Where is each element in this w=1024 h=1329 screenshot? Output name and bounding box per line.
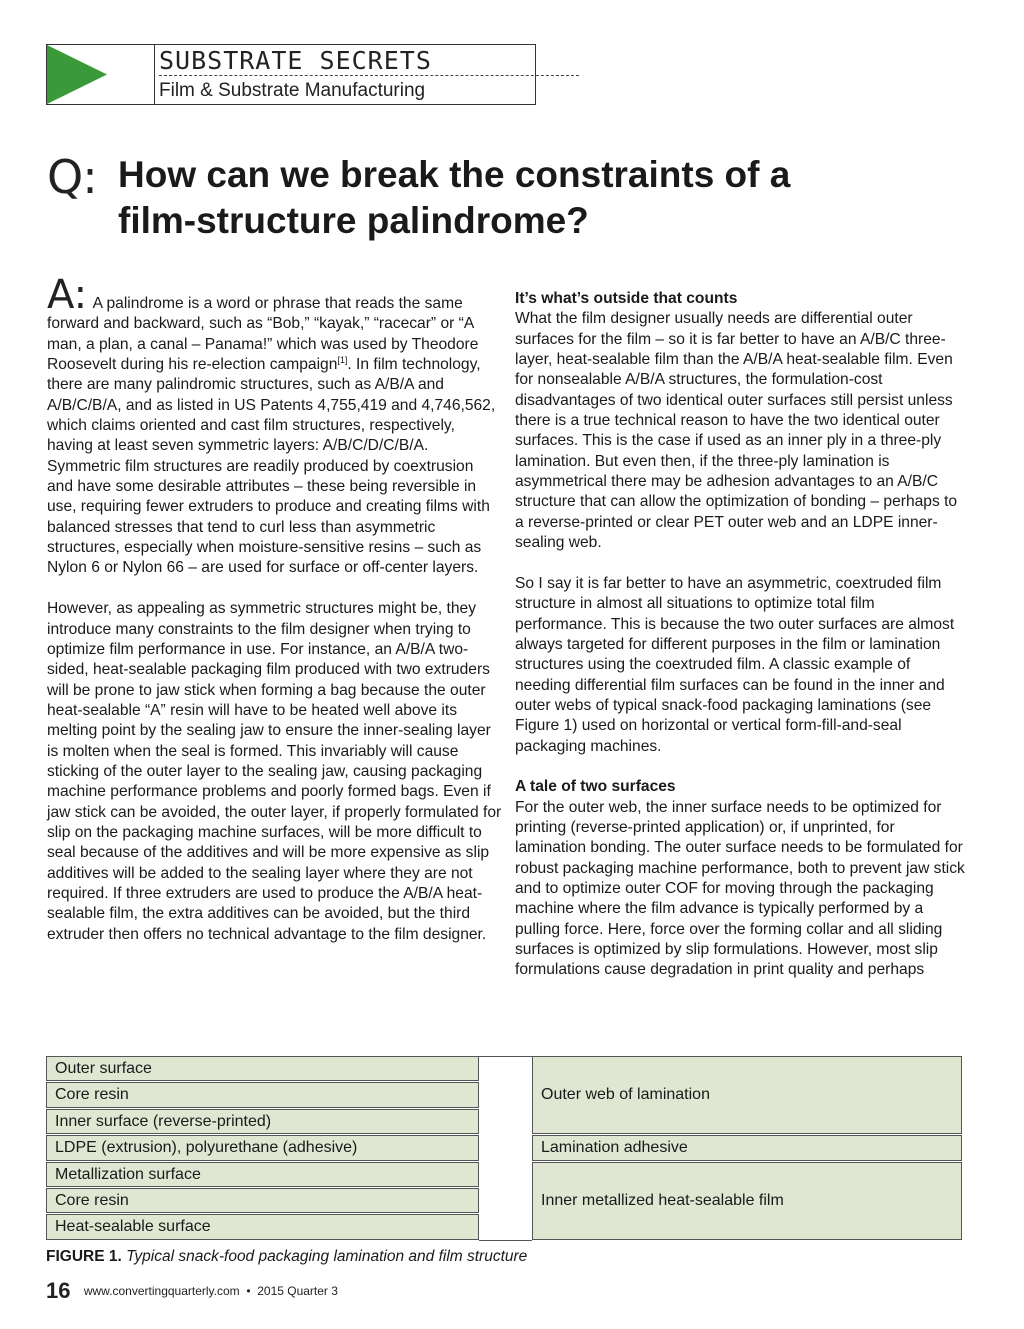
section-subtitle: Film & Substrate Manufacturing [159, 80, 426, 101]
answer-text-1b: . In film technology, there are many palindromic structures, such as A/B/A and A/B/C/B/A, and as listed in US Patents 4,755,419 and 4,746,562, which claims oriented and cast film structures, respectively, having at least seven symmetric layers: A/B/C/D/C/B/A. Symmetric film structures are readily produced by coextrusion and have some desirable attributes – these being reversible in use, requiring fewer extruders to produce and creating films with balanced stresses that tend to curl less than asymmetric structures, especially when moisture-sensitive resins – such as Nylon 6 or Nylon 66 – are used for surface or off-center layers. [47, 356, 496, 577]
layer-column [46, 1056, 479, 1241]
answer-paragraph-1 [47, 272, 502, 579]
right-column [515, 285, 970, 1001]
right-text-1: What the film designer usually needs are differential outer surfaces for the film – so it is far better to have an A/B/C three-layer, heat-sealable film than the A/B/A heat-sealable film. Even for nonsealable A/B/A structures, the formulation-cost disadvantages of two identical outer surfaces still persist unless there is a true technical reason to have the two identical outer surfaces. This is the case if used as an inner ply in a three-ply lamination. But even then, if the three-ply lamination is asymmetrical there may be adhesion advantages to an A/B/C structure that can allow the optimization of bonding – perhaps to a reverse-printed or clear PET outer web and an LDPE inner-sealing web. [515, 310, 958, 552]
caption-label: FIGURE 1. [46, 1248, 122, 1265]
right-text-3: For the outer web, the inner surface needs to be optimized for printing (reverse-printed application) or, if unprinted, for lamination bonding. The outer surface needs to be formulated for robust packaging machine performance, both to prevent jaw stick and to optimize outer COF for moving through the packaging machine where the film advance is typically performed by a pulling force. Here, force over the forming collar and all sliding surfaces is optimized by slip formulations. However, most slip formulations cause degradation in print quality and perhaps [515, 798, 965, 979]
page-number: 16 [46, 1278, 71, 1303]
layer-cell: Metallization surface [46, 1162, 479, 1187]
figure-caption [46, 1248, 527, 1266]
footer-issue: 2015 Quarter 3 [257, 1284, 338, 1298]
page-footer [46, 1278, 338, 1304]
caption-text: Typical snack-food packaging lamination and film structure [126, 1248, 528, 1265]
table-spacer [479, 1056, 532, 1241]
answer-label: A: [47, 272, 88, 318]
group-cell: Lamination adhesive [532, 1135, 962, 1160]
group-cell: Inner metallized heat-sealable film [532, 1162, 962, 1240]
right-paragraph-1 [515, 289, 970, 553]
triangle-logo-icon [47, 45, 107, 104]
layer-cell: Inner surface (reverse-printed) [46, 1109, 479, 1134]
layer-cell: Core resin [46, 1188, 479, 1213]
subhead-outside: It’s what’s outside that counts [515, 290, 738, 307]
left-column [47, 272, 502, 965]
right-paragraph-3 [515, 777, 970, 980]
group-cell: Outer web of lamination [532, 1056, 962, 1134]
subhead-two-surfaces: A tale of two surfaces [515, 778, 676, 796]
layer-cell: Outer surface [46, 1056, 479, 1081]
reference-marker: [1] [337, 354, 348, 365]
answer-paragraph-2: However, as appealing as symmetric structures might be, they introduce many constraints to the film designer when trying to optimize film performance in use. For instance, an A/B/A two-sided, heat-sealable packaging film produced with two extruders will be prone to jaw stick when forming a bag because the outer heat-sealable “A” resin will have to be heated well above its melting point by the sealing jaw to ensure the inner-sealing layer is molten when the seal is formed. This invariably will cause sticking of the outer layer to the sealing jaw, causing packaging machine performance problems and poorly formed bags. Even if jaw stick can be avoided, the outer layer, if properly formulated for slip on the packaging machine surfaces, will be more difficult to seal because of the additives and will be more expensive as slip additives will be added to the sealing layer where they are not required. If three extruders are used to produce the A/B/A heat-sealable film, the extra additives can be avoided, but the third extruder then offers no technical advantage to the film designer. [47, 600, 502, 943]
figure-1-table [46, 1056, 962, 1241]
right-paragraph-2: So I say it is far better to have an asymmetric, coextruded film structure in almost all situations to optimize total film performance. This is because the two outer surfaces are almost always targeted for different purposes in the film or lamination structures using the coextruded film. A classic example of needing differential film surfaces can be found in the inner and outer webs of typical snack-food packaging laminations (see Figure 1) used on horizontal or vertical form-fill-and-seal packaging machines. [515, 574, 955, 755]
footer-separator: • [246, 1284, 251, 1298]
section-title: SUBSTRATE SECRETS [159, 45, 579, 76]
answer-text-1a: A palindrome is a word or phrase that reads the same forward and backward, such as “Bob,” “kayak,” “racecar” or “A man, a plan, a canal – Panama!” which was used by Theodore Roosevelt during his re-election campaign [47, 295, 479, 374]
layer-cell: Core resin [46, 1082, 479, 1107]
layer-cell: Heat-sealable surface [46, 1214, 479, 1239]
group-column [532, 1056, 962, 1241]
question-heading: How can we break the constraints of a film-structure palindrome? [118, 154, 791, 241]
section-banner [46, 44, 536, 105]
banner-divider [154, 45, 155, 104]
question-label: Q: [47, 150, 97, 204]
footer-url: www.convertingquarterly.com [83, 1284, 240, 1298]
layer-cell: LDPE (extrusion), polyurethane (adhesive) [46, 1135, 479, 1160]
